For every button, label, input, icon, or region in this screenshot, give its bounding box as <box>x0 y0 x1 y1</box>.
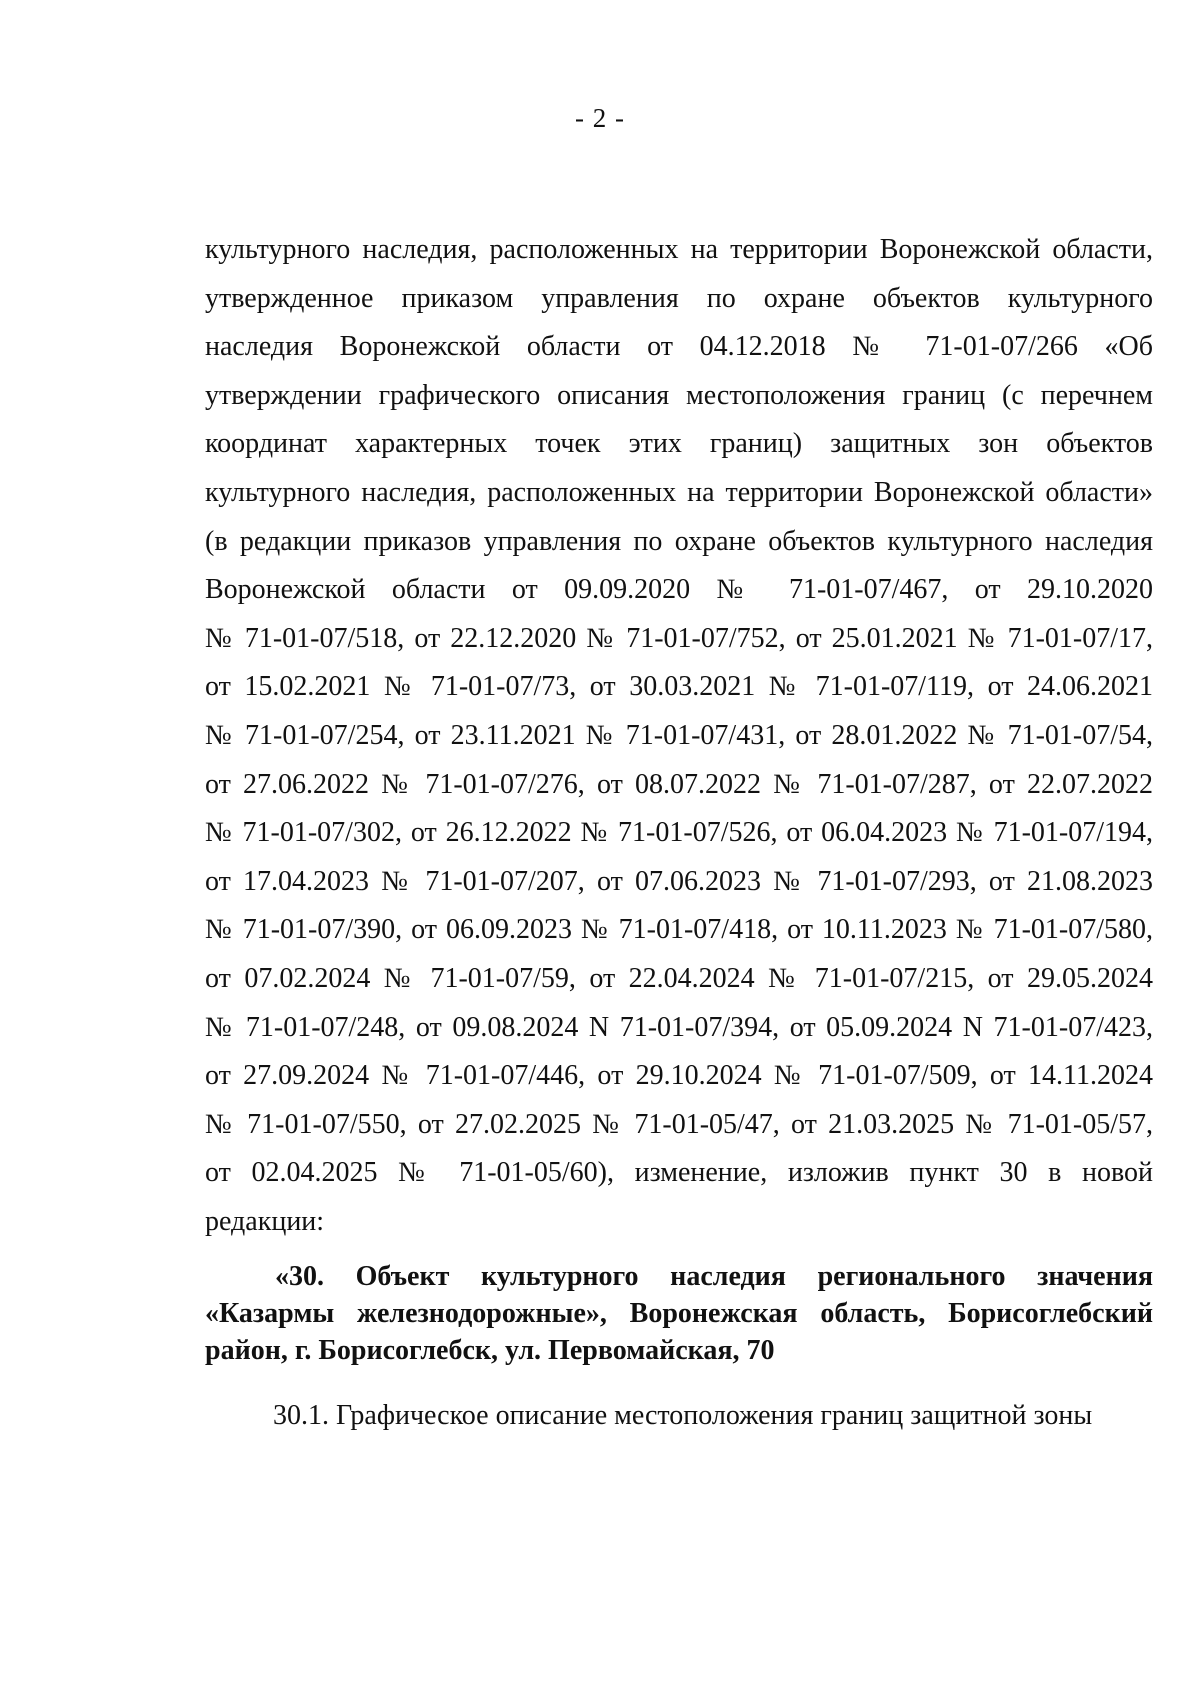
body-line: от 17.04.2023 № 71-01-07/207, от 07.06.2023 № 71-01-07/293, от 21.08.2023 <box>205 865 1153 897</box>
body-line: утвержденное приказом управления по охране объектов культурного <box>205 282 1153 314</box>
body-line: № 71-01-07/302, от 26.12.2022 № 71-01-07/526, от 06.04.2023 № 71-01-07/194, <box>205 817 1153 849</box>
heading-line: район, г. Борисоглебск, ул. Первомайская, 70 <box>205 1335 775 1366</box>
heading-line: «30. Объект культурного наследия регионального значения <box>275 1261 1153 1292</box>
body-line: культурного наследия, расположенных на территории Воронежской области» <box>205 476 1153 508</box>
body-line: координат характерных точек этих границ) защитных зон объектов <box>205 428 1153 460</box>
section-heading <box>205 1258 1153 1369</box>
body-line: от 15.02.2021 № 71-01-07/73, от 30.03.2021 № 71-01-07/119, от 24.06.2021 <box>205 671 1153 703</box>
body-line: Воронежской области от 09.09.2020 № 71-01-07/467, от 29.10.2020 <box>205 574 1153 606</box>
heading-line: «Казармы железнодорожные», Воронежская область, Борисоглебский <box>205 1298 1153 1329</box>
page-number: - 2 - <box>575 103 625 133</box>
body-line: утверждении графического описания местоположения границ (с перечнем <box>205 379 1153 411</box>
body-line: от 27.06.2022 № 71-01-07/276, от 08.07.2022 № 71-01-07/287, от 22.07.2022 <box>205 768 1153 800</box>
document-body <box>205 226 1153 1246</box>
body-line: культурного наследия, расположенных на территории Воронежской области, <box>205 234 1153 265</box>
body-line: от 02.04.2025 № 71-01-05/60), изменение, изложив пункт 30 в новой <box>205 1157 1153 1189</box>
body-line: № 71-01-07/248, от 09.08.2024 N 71-01-07/394, от 05.09.2024 N 71-01-07/423, <box>205 1011 1153 1043</box>
body-line: от 07.02.2024 № 71-01-07/59, от 22.04.2024 № 71-01-07/215, от 29.05.2024 <box>205 962 1153 994</box>
body-line: № 71-01-07/518, от 22.12.2020 № 71-01-07/752, от 25.01.2021 № 71-01-07/17, <box>205 622 1153 654</box>
body-line: от 27.09.2024 № 71-01-07/446, от 29.10.2024 № 71-01-07/509, от 14.11.2024 <box>205 1060 1153 1092</box>
body-line: № 71-01-07/390, от 06.09.2023 № 71-01-07/418, от 10.11.2023 № 71-01-07/580, <box>205 914 1153 946</box>
body-line: № 71-01-07/254, от 23.11.2021 № 71-01-07/431, от 28.01.2022 № 71-01-07/54, <box>205 719 1153 751</box>
body-line: наследия Воронежской области от 04.12.2018 № 71-01-07/266 «Об <box>205 331 1153 363</box>
body-line: (в редакции приказов управления по охране объектов культурного наследия <box>205 525 1153 557</box>
body-line: № 71-01-07/550, от 27.02.2025 № 71-01-05/47, от 21.03.2025 № 71-01-05/57, <box>205 1108 1153 1140</box>
subsection-title: 30.1. Графическое описание местоположения границ защитной зоны <box>273 1400 1093 1431</box>
body-line: редакции: <box>205 1205 325 1237</box>
